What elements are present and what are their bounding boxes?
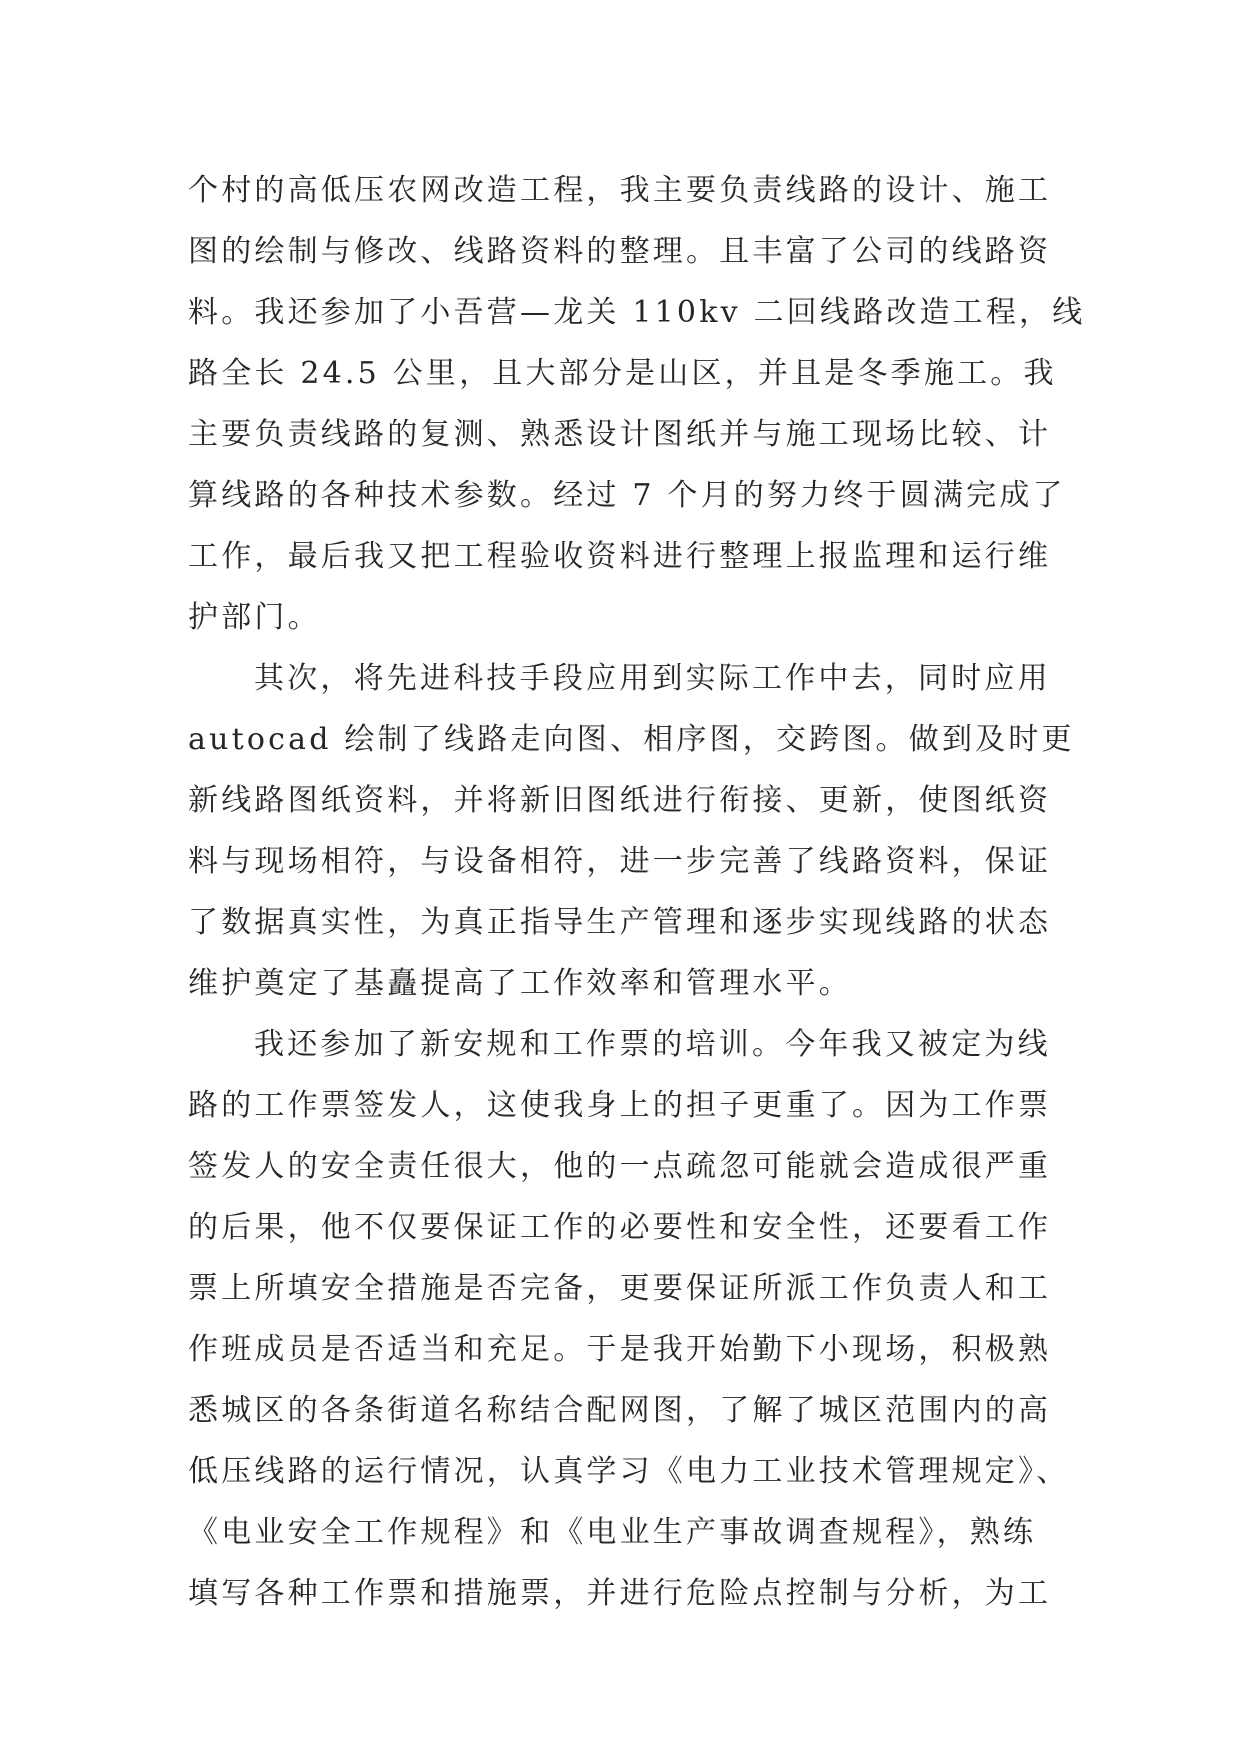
text-line: 悉城区的各条街道名称结合配网图，了解了城区范围内的高 [188,1393,1052,1428]
text-line: 料。我还参加了小吾营—龙关 110kv 二回线路改造工程，线 [188,295,1086,330]
text-line: 路全长 24.5 公里，且大部分是山区，并且是冬季施工。我 [188,356,1057,391]
text-line: 《电业安全工作规程》和《电业生产事故调查规程》，熟练 [188,1515,1037,1550]
text-line: autocad 绘制了线路走向图、相序图，交跨图。做到及时更 [188,722,1075,757]
text-line: 低压线路的运行情况，认真学习《电力工业技术管理规定》、 [188,1454,1070,1489]
text-line: 签发人的安全责任很大，他的一点疏忽可能就会造成很严重 [188,1149,1052,1184]
text-line: 了数据真实性，为真正指导生产管理和逐步实现线路的状态 [188,905,1052,940]
document-body-text [188,160,1088,1624]
paragraph-first-line: 其次，将先进科技手段应用到实际工作中去，同时应用 [254,661,1051,696]
paragraph-first-line: 我还参加了新安规和工作票的培训。今年我又被定为线 [254,1027,1051,1062]
text-line: 个村的高低压农网改造工程，我主要负责线路的设计、施工 [188,173,1052,208]
text-line: 图的绘制与修改、线路资料的整理。且丰富了公司的线路资 [188,234,1052,269]
text-line: 料与现场相符，与设备相符，进一步完善了线路资料，保证 [188,844,1052,879]
text-line: 算线路的各种技术参数。经过 7 个月的努力终于圆满完成了 [188,478,1066,513]
text-line: 票上所填安全措施是否完备，更要保证所派工作负责人和工 [188,1271,1052,1306]
text-line: 填写各种工作票和措施票，并进行危险点控制与分析，为工 [188,1576,1052,1611]
text-line: 主要负责线路的复测、熟悉设计图纸并与施工现场比较、计 [188,417,1052,452]
text-line: 路的工作票签发人，这使我身上的担子更重了。因为工作票 [188,1088,1052,1123]
text-line: 新线路图纸资料，并将新旧图纸进行衔接、更新，使图纸资 [188,783,1052,818]
text-line: 作班成员是否适当和充足。于是我开始勤下小现场，积极熟 [188,1332,1052,1367]
text-line: 的后果，他不仅要保证工作的必要性和安全性，还要看工作 [188,1210,1052,1245]
text-line: 维护奠定了基矗提高了工作效率和管理水平。 [188,966,852,1001]
text-line: 工作，最后我又把工程验收资料进行整理上报监理和运行维 [188,539,1052,574]
text-line: 护部门。 [188,600,321,635]
